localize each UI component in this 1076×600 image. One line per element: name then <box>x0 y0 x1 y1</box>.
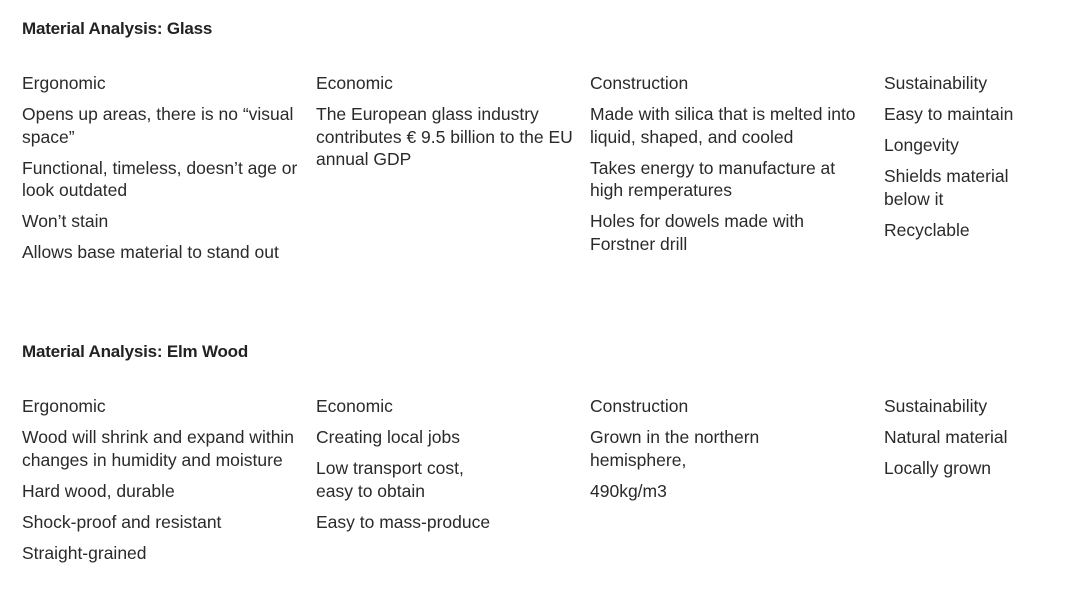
list-item: Opens up areas, there is no “visual space” <box>22 104 294 147</box>
glass-ergonomic-column <box>22 72 306 272</box>
list-item: Hard wood, durable <box>22 480 175 501</box>
glass-construction-column <box>590 72 860 264</box>
list-item: Made with silica that is melted into liquid, shaped, and cooled <box>590 104 856 147</box>
list-item: Straight-grained <box>22 542 147 563</box>
list-item: Natural material <box>884 427 1008 447</box>
column-heading: Sustainability <box>884 73 988 93</box>
list-item: Shields material below it <box>884 166 1009 209</box>
elm-wood-section <box>22 341 1062 563</box>
elm-sustainability-column <box>884 395 1054 488</box>
elm-economic-column <box>316 395 578 542</box>
list-item: The European glass industry contributes € 9.5 billion to the EU annual GDP <box>316 104 573 169</box>
list-item: Longevity <box>884 135 959 155</box>
list-item: Takes energy to manufacture at high remperatures <box>590 157 836 200</box>
list-item: Easy to mass-produce <box>316 511 491 532</box>
column-heading: Construction <box>590 73 689 93</box>
list-item: Won’t stain <box>22 211 109 231</box>
list-item: Locally grown <box>884 458 991 478</box>
list-item: Low transport cost, easy to obtain <box>316 458 464 501</box>
list-item: Functional, timeless, doesn’t age or look outdated <box>22 157 298 200</box>
column-heading: Economic <box>316 73 393 93</box>
glass-section <box>22 18 1062 262</box>
list-item: Recyclable <box>884 219 970 240</box>
elm-construction-column <box>590 395 860 511</box>
list-item: Easy to maintain <box>884 104 1014 124</box>
column-heading: Ergonomic <box>22 73 106 93</box>
glass-section-title: Material Analysis: Glass <box>22 19 213 38</box>
list-item: Creating local jobs <box>316 427 460 447</box>
glass-sustainability-column <box>884 72 1054 250</box>
list-item: Shock-proof and resistant <box>22 511 222 532</box>
column-heading: Construction <box>590 396 689 416</box>
list-item: Wood will shrink and expand within changes in humidity and moisture <box>22 427 295 470</box>
elm-wood-section-title: Material Analysis: Elm Wood <box>22 342 249 361</box>
elm-ergonomic-column <box>22 395 306 573</box>
list-item: Allows base material to stand out <box>22 242 279 262</box>
list-item: Grown in the northern hemisphere, <box>590 427 760 470</box>
column-heading: Ergonomic <box>22 396 106 416</box>
list-item: 490kg/m3 <box>590 480 667 501</box>
column-heading: Economic <box>316 396 393 416</box>
glass-economic-column <box>316 72 578 179</box>
list-item: Holes for dowels made with Forstner drill <box>590 211 804 254</box>
column-heading: Sustainability <box>884 396 988 416</box>
